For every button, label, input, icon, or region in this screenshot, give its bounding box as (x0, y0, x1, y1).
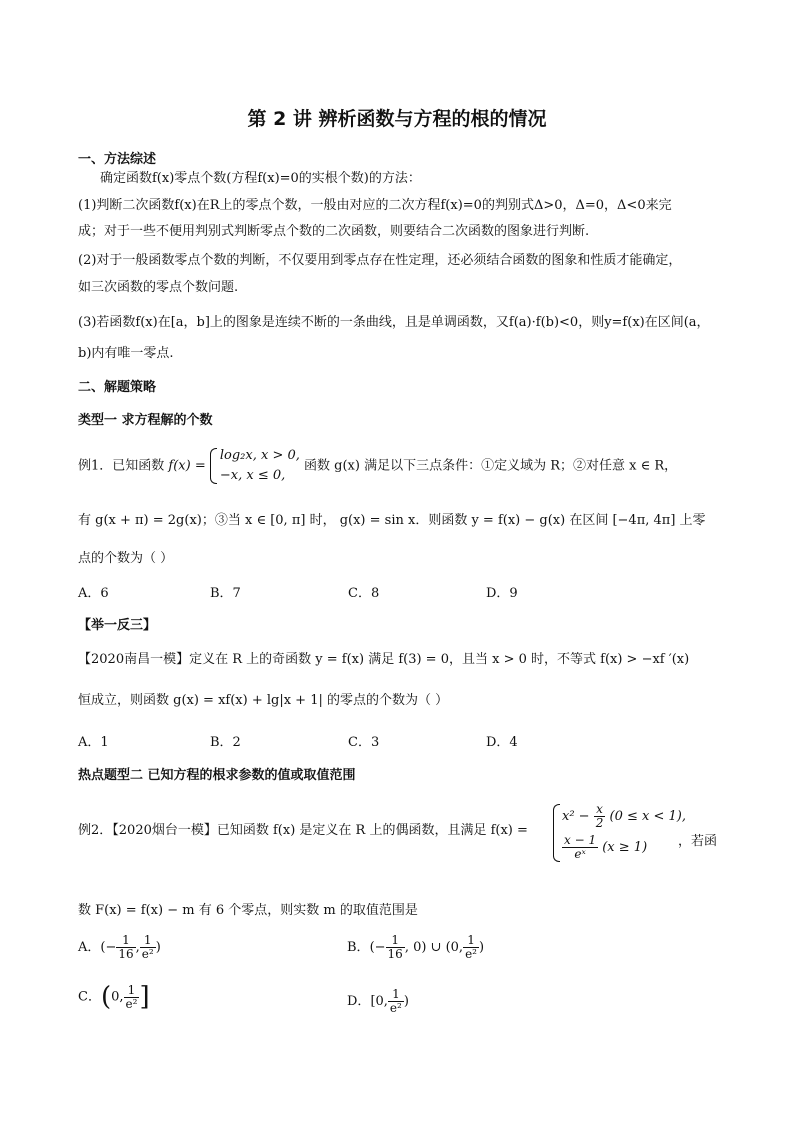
option-a-den1: 16 (118, 947, 134, 961)
practice-option-b: B．2 (210, 735, 241, 750)
option-d-den: e² (389, 1001, 402, 1015)
option-b-close: ) (478, 940, 485, 955)
practice-option-d: D．4 (486, 735, 518, 750)
option-a-sep: , (135, 940, 140, 955)
option-a-close: ) (155, 940, 161, 955)
option-c-close: ] (139, 982, 150, 1012)
option-b-frac1 (386, 934, 405, 961)
example2-prefix: 例2．【2020烟台一模】已知函数 f(x) 是定义在 R 上的偶函数，且满足 f(x) = (78, 823, 528, 838)
example2-case1-den: 2 (595, 816, 604, 830)
example2-case1-domain: (0 ≤ x < 1), (609, 809, 686, 824)
method-p1-line2: 成；对于一些不便用判别式判断零点个数的二次函数，则要结合二次函数的图象进行判断. (78, 224, 590, 239)
section-heading-method: 一、方法综述 (78, 152, 157, 167)
option-b-frac2 (463, 934, 479, 961)
example1-line1 (78, 446, 677, 486)
example1-option-b: B．7 (210, 586, 241, 601)
option-c-open: ( (100, 982, 112, 1012)
option-c-den: e² (125, 996, 138, 1011)
practice-line2: 恒成立，则函数 g(x) = xf(x) + lg|x + 1| 的零点的个数为（ ） (78, 693, 449, 708)
option-c-label: C． (78, 989, 101, 1005)
option-b-open: (− (369, 940, 386, 955)
option-c-frac (124, 984, 140, 1011)
example2-suffix: ，若函 (678, 834, 718, 849)
method-p2-line2: 如三次函数的零点个数问题. (78, 280, 239, 295)
option-b-num2: 1 (463, 934, 479, 948)
type2-heading: 热点题型二 已知方程的根求参数的值或取值范围 (78, 768, 356, 783)
example2-piecewise (553, 802, 686, 864)
method-p3-line1: (3)若函数f(x)在[a，b]上的图象是连续不断的一条曲线，且是单调函数，又f(a)·f(b)<0，则y=f(x)在区间(a， (78, 315, 710, 330)
example1-conditions: 函数 g(x) 满足以下三点条件：①定义域为 R；②对任意 x ∈ R， (304, 458, 678, 474)
example1-option-d: D．9 (486, 586, 518, 601)
example2-case2-den: eˣ (574, 847, 586, 861)
practice-option-a: A．1 (78, 735, 109, 750)
method-p3-line2: b)内有唯一零点. (78, 346, 174, 361)
example2-case1-num: x (594, 803, 606, 817)
method-p2-line1: (2)对于一般函数零点个数的判断，不仅要用到零点存在性定理，还必须结合函数的图象和性质才能确定， (78, 253, 682, 268)
example2-option-d (347, 988, 409, 1015)
option-d-num: 1 (388, 988, 404, 1002)
option-b-label: B． (347, 940, 370, 955)
juyi-heading: 【举一反三】 (78, 618, 157, 633)
option-a-num2: 1 (140, 934, 156, 948)
practice-option-c: C．3 (348, 735, 380, 750)
option-b-den2: e² (465, 947, 477, 961)
example1-prefix: 例1．已知函数 (78, 458, 165, 474)
section-heading-strategy: 二、解题策略 (78, 380, 157, 395)
example1-fx: f(x) = (168, 458, 206, 474)
option-a-frac1 (116, 934, 135, 961)
example2-case2 (562, 832, 686, 864)
option-a-frac2 (140, 934, 156, 961)
example1-piecewise (210, 446, 300, 486)
option-c-num: 1 (124, 984, 140, 998)
example1-line2: 有 g(x + π) = 2g(x)；③当 x ∈ [0, π] 时， g(x) = sin x．则函数 y = f(x) − g(x) 在区间 [−4π, 4π] 上零 (78, 513, 706, 528)
practice-line1: 【2020南昌一模】定义在 R 上的奇函数 y = f(x) 满足 f(3) = 0，且当 x > 0 时，不等式 f(x) > −xf ′(x) (78, 652, 690, 667)
option-d-label: D． (347, 994, 371, 1009)
example2-case1-frac (594, 803, 606, 830)
example1-option-c: C．8 (348, 586, 380, 601)
example2-option-a (78, 934, 161, 961)
example2-option-c (78, 982, 150, 1012)
option-b-den1: 16 (387, 947, 403, 961)
example2-case1-term: x² − (562, 809, 590, 824)
example2-case2-num: x − 1 (564, 833, 597, 847)
example1-option-a: A．6 (78, 586, 109, 601)
example1-case2: −x, x ≤ 0, (219, 468, 286, 483)
example1-case1: log₂x, x > 0, (219, 448, 300, 463)
option-a-label: A． (78, 940, 101, 955)
option-b-union: , 0) ∪ (0, (404, 940, 464, 955)
example1-line3: 点的个数为（ ） (78, 551, 174, 566)
option-d-close: ) (403, 994, 409, 1009)
method-intro: 确定函数f(x)零点个数(方程f(x)=0的实根个数)的方法： (100, 171, 421, 186)
example2-case2-frac (562, 834, 598, 861)
option-d-open: [0, (370, 994, 388, 1009)
example2-case2-domain: (x ≥ 1) (602, 840, 648, 855)
option-a-num1: 1 (116, 934, 135, 948)
example2-case1 (562, 802, 686, 832)
option-a-den2: e² (141, 947, 154, 961)
option-b-num1: 1 (386, 934, 405, 948)
option-d-frac (388, 988, 404, 1015)
page-title: 第 2 讲 辨析函数与方程的根的情况 (247, 108, 547, 130)
type1-heading: 类型一 求方程解的个数 (78, 413, 213, 428)
example2-option-b (347, 934, 484, 961)
example2-line2: 数 F(x) = f(x) − m 有 6 个零点，则实数 m 的取值范围是 (78, 903, 418, 918)
method-p1-line1: (1)判断二次函数f(x)在R上的零点个数，一般由对应的二次方程f(x)=0的判别式Δ>0，Δ=0，Δ<0来完 (78, 198, 672, 213)
example2-brace (553, 802, 686, 864)
option-a-open: (− (100, 940, 117, 955)
option-c-zero: 0, (111, 989, 124, 1005)
